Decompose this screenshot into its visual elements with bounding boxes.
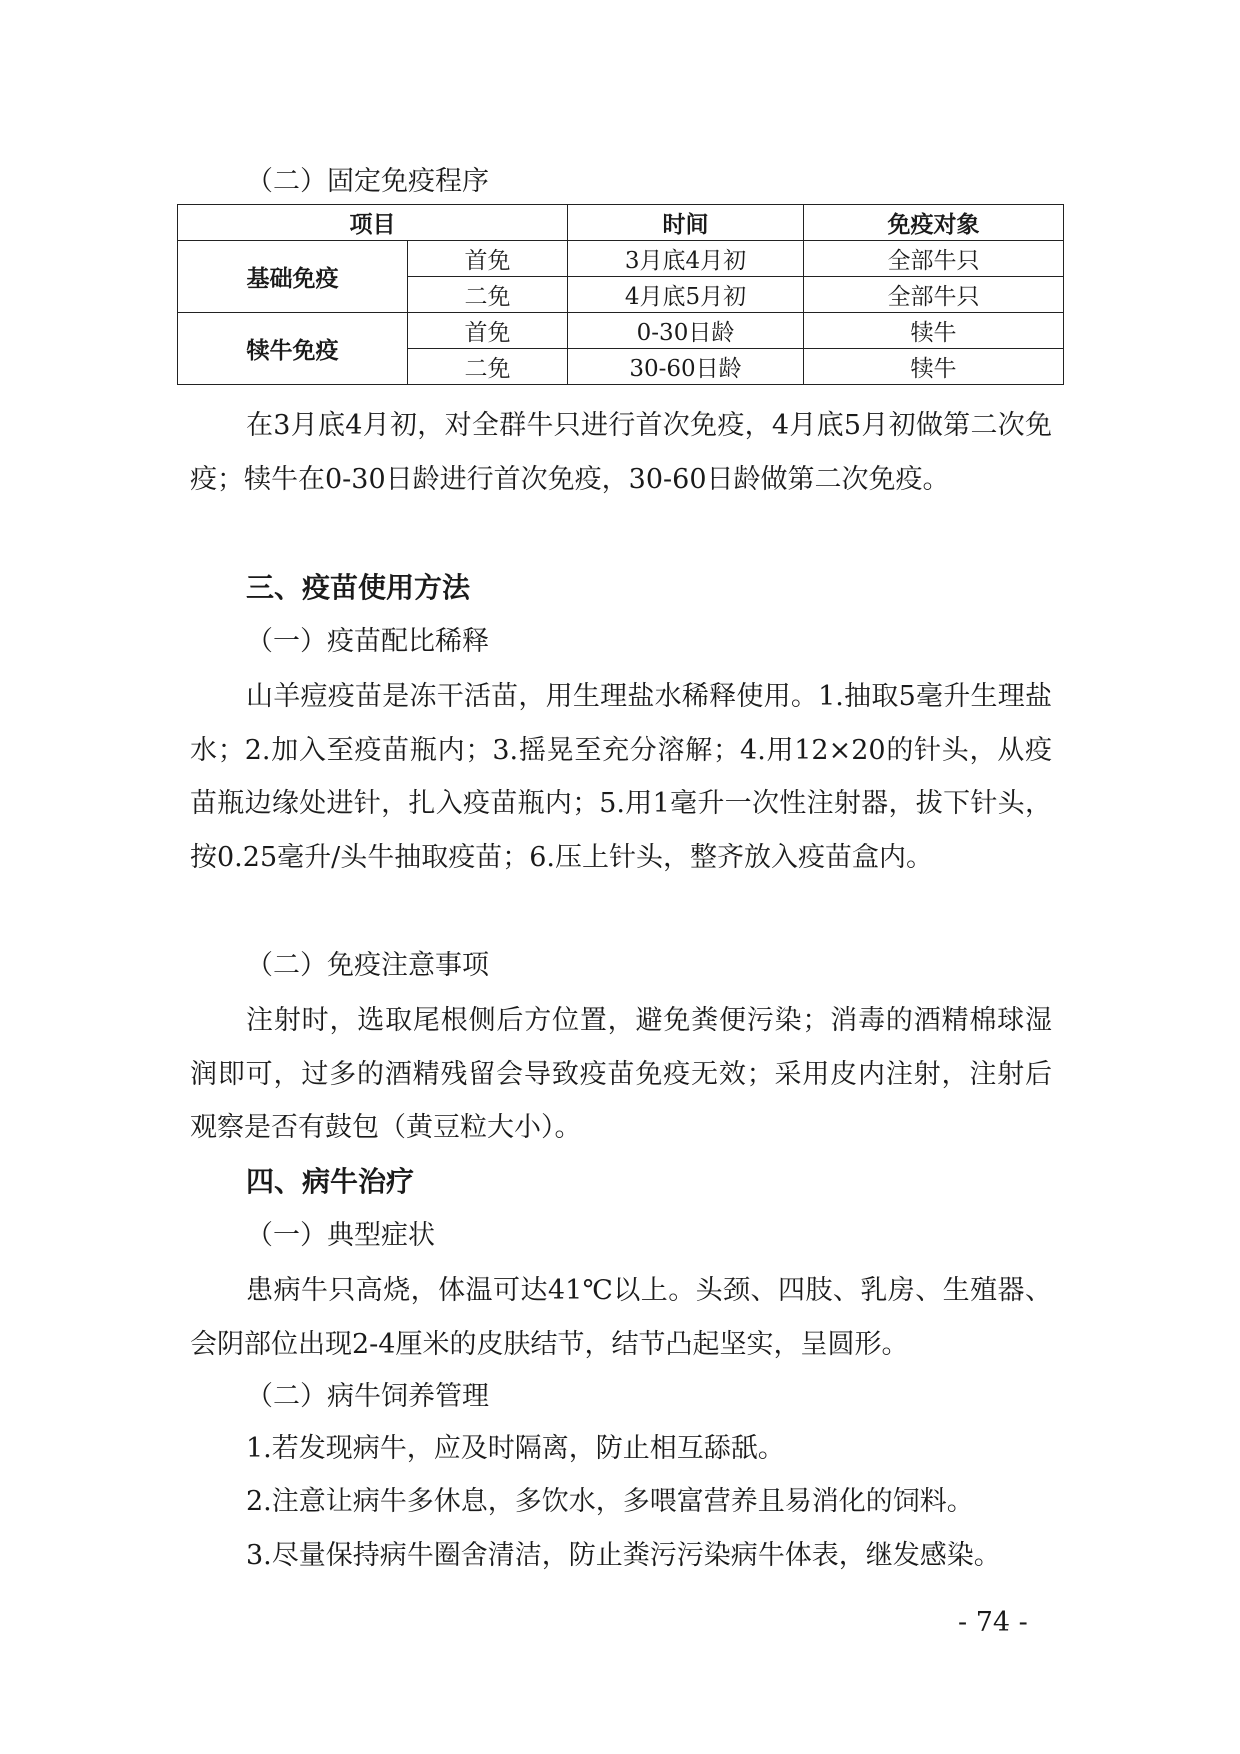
section-three-title: 三、疫苗使用方法 bbox=[246, 571, 471, 604]
time-cell: 3月底4月初 bbox=[568, 241, 804, 277]
header-target: 免疫对象 bbox=[804, 205, 1064, 241]
dilution-heading: （一）疫苗配比稀释 bbox=[246, 626, 489, 657]
group-calf: 犊牛免疫 bbox=[178, 313, 408, 385]
table-row bbox=[178, 313, 1064, 349]
care-item-3: 3.尽量保持病牛圈舍清洁，防止粪污污染病牛体表，继发感染。 bbox=[246, 1540, 1001, 1571]
dose-cell: 首免 bbox=[408, 241, 568, 277]
notes-heading: （二）免疫注意事项 bbox=[246, 950, 489, 981]
time-cell: 30-60日龄 bbox=[568, 349, 804, 385]
immunization-schedule-table bbox=[177, 204, 1064, 385]
header-time: 时间 bbox=[568, 205, 804, 241]
care-item-1: 1.若发现病牛，应及时隔离，防止相互舔舐。 bbox=[246, 1433, 785, 1464]
care-item-2: 2.注意让病牛多休息，多饮水，多喂富营养且易消化的饲料。 bbox=[246, 1486, 974, 1517]
target-cell: 犊牛 bbox=[804, 313, 1064, 349]
target-cell: 全部牛只 bbox=[804, 241, 1064, 277]
dose-cell: 二免 bbox=[408, 277, 568, 313]
care-heading: （二）病牛饲养管理 bbox=[246, 1381, 489, 1412]
target-cell: 犊牛 bbox=[804, 349, 1064, 385]
time-cell: 4月底5月初 bbox=[568, 277, 804, 313]
time-cell: 0-30日龄 bbox=[568, 313, 804, 349]
schedule-heading: （二）固定免疫程序 bbox=[246, 166, 489, 197]
group-basic: 基础免疫 bbox=[178, 241, 408, 313]
symptoms-heading: （一）典型症状 bbox=[246, 1220, 435, 1251]
header-item: 项目 bbox=[178, 205, 568, 241]
target-cell: 全部牛只 bbox=[804, 277, 1064, 313]
dose-cell: 二免 bbox=[408, 349, 568, 385]
symptoms-paragraph: 患病牛只高烧，体温可达41℃以上。头颈、四肢、乳房、生殖器、会阴部位出现2-4厘米的皮肤结节，结节凸起坚实，呈圆形。 bbox=[190, 1275, 1052, 1360]
schedule-paragraph: 在3月底4月初，对全群牛只进行首次免疫，4月底5月初做第二次免疫；犊牛在0-30日龄进行首次免疫，30-60日龄做第二次免疫。 bbox=[190, 410, 1052, 495]
dose-cell: 首免 bbox=[408, 313, 568, 349]
table-row bbox=[178, 241, 1064, 277]
page-number: - 74 - bbox=[958, 1607, 1028, 1638]
notes-paragraph: 注射时，选取尾根侧后方位置，避免粪便污染；消毒的酒精棉球湿润即可，过多的酒精残留会导致疫苗免疫无效；采用皮内注射，注射后观察是否有鼓包（黄豆粒大小）。 bbox=[190, 1005, 1052, 1143]
section-four-title: 四、病牛治疗 bbox=[246, 1165, 415, 1198]
dilution-paragraph: 山羊痘疫苗是冻干活苗，用生理盐水稀释使用。1.抽取5毫升生理盐水；2.加入至疫苗瓶内；3.摇晃至充分溶解；4.用12×20的针头，从疫苗瓶边缘处进针，扎入疫苗瓶内；5.用1毫升一次性注射器，拔下针头，按0.25毫升/头牛抽取疫苗；6.压上针头，整齐放入疫苗盒内。 bbox=[190, 681, 1052, 873]
table-header-row bbox=[178, 205, 1064, 241]
